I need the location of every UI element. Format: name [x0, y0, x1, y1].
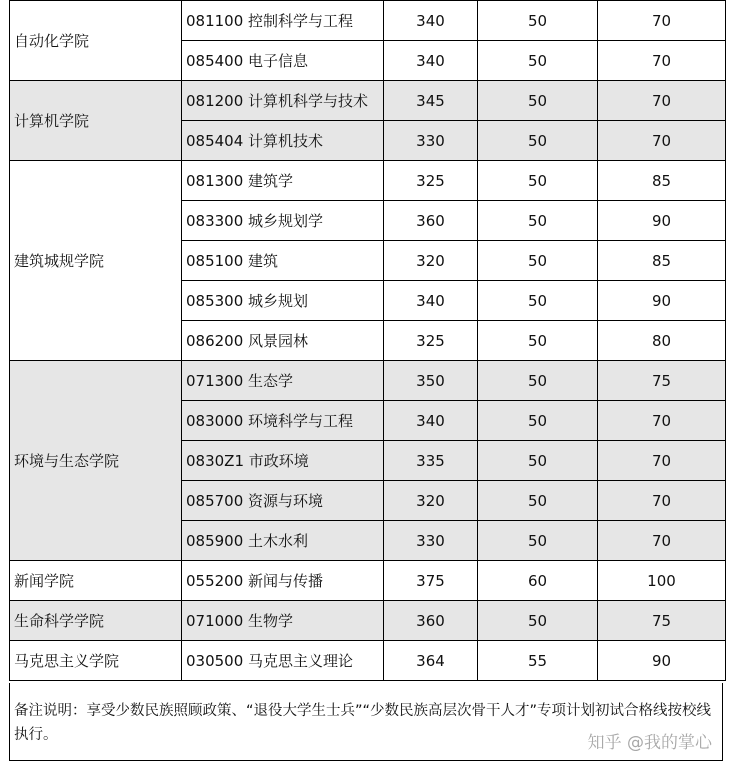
- total-score-cell: 330: [384, 121, 478, 161]
- subject-score-a-cell: 60: [478, 561, 598, 601]
- college-name-cell: 自动化学院: [10, 1, 182, 81]
- major-cell: 083300 城乡规划学: [182, 201, 384, 241]
- total-score-cell: 340: [384, 281, 478, 321]
- subject-score-b-cell: 85: [598, 241, 726, 281]
- major-cell: 085100 建筑: [182, 241, 384, 281]
- table-row: [10, 81, 726, 121]
- subject-score-a-cell: 50: [478, 81, 598, 121]
- major-cell: 071000 生物学: [182, 601, 384, 641]
- subject-score-b-cell: 85: [598, 161, 726, 201]
- subject-score-a-cell: 50: [478, 361, 598, 401]
- subject-score-b-cell: 90: [598, 641, 726, 681]
- major-cell: 085400 电子信息: [182, 41, 384, 81]
- zhihu-watermark: 知乎 @我的掌心: [587, 733, 712, 753]
- major-cell: 081200 计算机科学与技术: [182, 81, 384, 121]
- subject-score-b-cell: 70: [598, 441, 726, 481]
- college-name-cell: 建筑城规学院: [10, 161, 182, 361]
- subject-score-a-cell: 50: [478, 481, 598, 521]
- college-name-cell: 马克思主义学院: [10, 641, 182, 681]
- table-row: [10, 601, 726, 641]
- total-score-cell: 320: [384, 481, 478, 521]
- total-score-cell: 345: [384, 81, 478, 121]
- total-score-cell: 335: [384, 441, 478, 481]
- major-cell: 081100 控制科学与工程: [182, 1, 384, 41]
- subject-score-a-cell: 50: [478, 1, 598, 41]
- subject-score-b-cell: 70: [598, 121, 726, 161]
- subject-score-b-cell: 75: [598, 601, 726, 641]
- subject-score-b-cell: 80: [598, 321, 726, 361]
- subject-score-b-cell: 90: [598, 281, 726, 321]
- major-cell: 085404 计算机技术: [182, 121, 384, 161]
- subject-score-a-cell: 50: [478, 201, 598, 241]
- table-row: [10, 561, 726, 601]
- score-table: [9, 0, 726, 681]
- table-row: [10, 1, 726, 41]
- subject-score-b-cell: 70: [598, 401, 726, 441]
- total-score-cell: 325: [384, 321, 478, 361]
- remarks-note: 备注说明：享受少数民族照顾政策、“退役大学生士兵”“少数民族高层次骨干人才”专项计划初试合格线按校线执行。: [9, 683, 723, 761]
- subject-score-a-cell: 50: [478, 241, 598, 281]
- subject-score-b-cell: 75: [598, 361, 726, 401]
- table-row: [10, 641, 726, 681]
- table-row: [10, 161, 726, 201]
- total-score-cell: 364: [384, 641, 478, 681]
- subject-score-b-cell: 70: [598, 1, 726, 41]
- subject-score-a-cell: 55: [478, 641, 598, 681]
- college-name-cell: 生命科学学院: [10, 601, 182, 641]
- major-cell: 086200 风景园林: [182, 321, 384, 361]
- subject-score-a-cell: 50: [478, 41, 598, 81]
- subject-score-a-cell: 50: [478, 401, 598, 441]
- subject-score-b-cell: 70: [598, 81, 726, 121]
- college-name-cell: 环境与生态学院: [10, 361, 182, 561]
- major-cell: 081300 建筑学: [182, 161, 384, 201]
- major-cell: 0830Z1 市政环境: [182, 441, 384, 481]
- subject-score-a-cell: 50: [478, 321, 598, 361]
- total-score-cell: 350: [384, 361, 478, 401]
- major-cell: 085900 土木水利: [182, 521, 384, 561]
- total-score-cell: 320: [384, 241, 478, 281]
- score-table-container: [9, 0, 725, 681]
- subject-score-b-cell: 90: [598, 201, 726, 241]
- total-score-cell: 360: [384, 201, 478, 241]
- total-score-cell: 360: [384, 601, 478, 641]
- subject-score-b-cell: 70: [598, 481, 726, 521]
- college-name-cell: 新闻学院: [10, 561, 182, 601]
- total-score-cell: 340: [384, 41, 478, 81]
- subject-score-b-cell: 100: [598, 561, 726, 601]
- total-score-cell: 330: [384, 521, 478, 561]
- total-score-cell: 375: [384, 561, 478, 601]
- major-cell: 083000 环境科学与工程: [182, 401, 384, 441]
- college-name-cell: 计算机学院: [10, 81, 182, 161]
- subject-score-a-cell: 50: [478, 521, 598, 561]
- major-cell: 085700 资源与环境: [182, 481, 384, 521]
- total-score-cell: 325: [384, 161, 478, 201]
- subject-score-a-cell: 50: [478, 281, 598, 321]
- major-cell: 071300 生态学: [182, 361, 384, 401]
- table-row: [10, 361, 726, 401]
- total-score-cell: 340: [384, 1, 478, 41]
- subject-score-a-cell: 50: [478, 161, 598, 201]
- subject-score-a-cell: 50: [478, 601, 598, 641]
- subject-score-a-cell: 50: [478, 441, 598, 481]
- subject-score-b-cell: 70: [598, 521, 726, 561]
- major-cell: 085300 城乡规划: [182, 281, 384, 321]
- subject-score-b-cell: 70: [598, 41, 726, 81]
- major-cell: 030500 马克思主义理论: [182, 641, 384, 681]
- total-score-cell: 340: [384, 401, 478, 441]
- score-table-body: [10, 1, 726, 681]
- subject-score-a-cell: 50: [478, 121, 598, 161]
- major-cell: 055200 新闻与传播: [182, 561, 384, 601]
